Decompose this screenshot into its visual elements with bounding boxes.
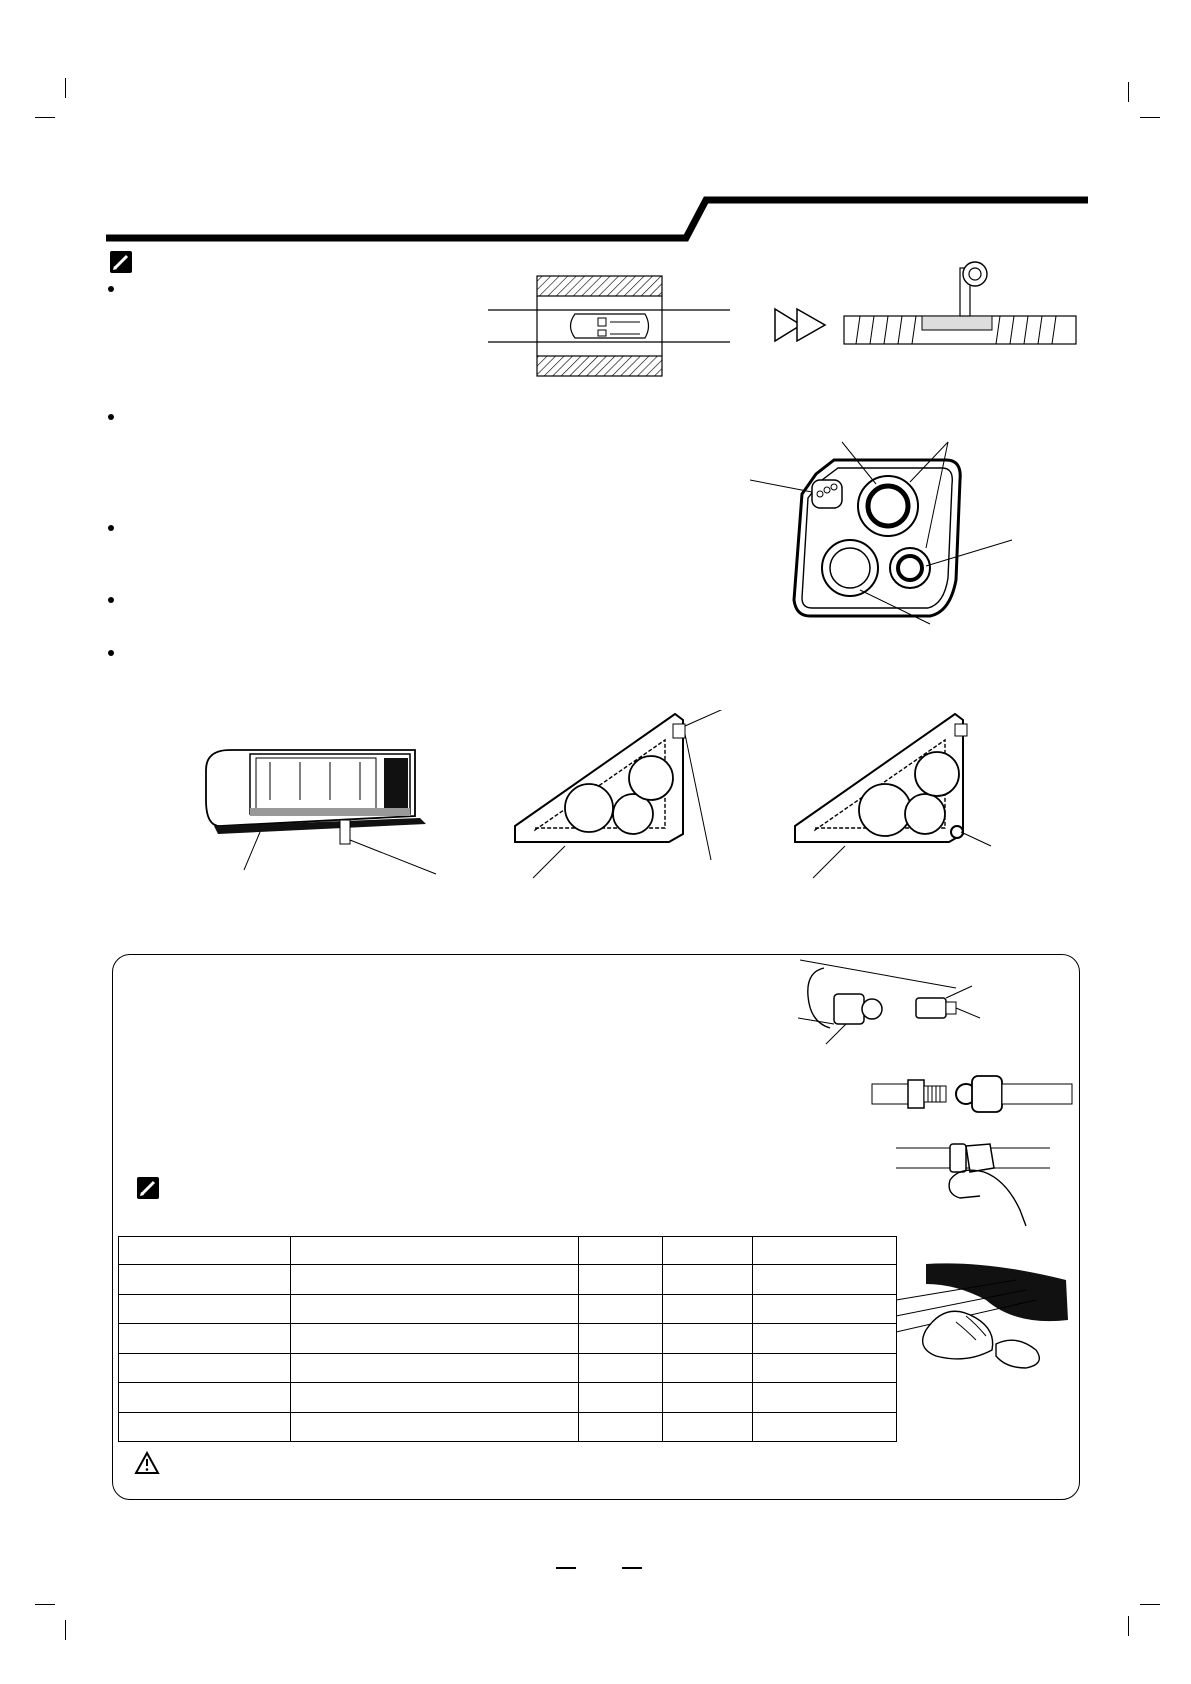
torque-table xyxy=(118,1236,897,1442)
bullet-4 xyxy=(108,597,114,603)
table-cell xyxy=(291,1265,579,1294)
table-cell xyxy=(579,1265,663,1294)
note-pencil-icon xyxy=(110,251,132,273)
note-pencil-icon xyxy=(137,1177,159,1199)
pipe-sleeve-illustration xyxy=(480,270,740,382)
table-cell xyxy=(753,1324,897,1353)
table-cell xyxy=(753,1294,897,1323)
bullet-5 xyxy=(108,650,114,656)
table-cell xyxy=(753,1383,897,1412)
table-cell xyxy=(579,1294,663,1323)
table-header-cell xyxy=(753,1237,897,1265)
table-cell xyxy=(663,1383,753,1412)
table-cell xyxy=(291,1294,579,1323)
union-fitting-illustration xyxy=(870,1070,1075,1120)
taped-pipe-illustration xyxy=(840,258,1080,348)
crop-mark-bottom-left-h xyxy=(35,1604,55,1605)
table-cell xyxy=(579,1383,663,1412)
warning-triangle-icon xyxy=(134,1451,160,1475)
hand-tightening-illustration xyxy=(890,1140,1060,1230)
table-row xyxy=(119,1294,897,1323)
bullet-1 xyxy=(108,286,114,292)
page-number-bar-right xyxy=(622,1567,642,1569)
table-cell xyxy=(291,1412,579,1441)
table-row xyxy=(119,1412,897,1441)
table-cell xyxy=(579,1412,663,1441)
table-cell xyxy=(119,1324,291,1353)
pipe-bundle-cross-section xyxy=(750,440,1020,630)
table-cell xyxy=(753,1412,897,1441)
table-cell xyxy=(663,1265,753,1294)
table-row xyxy=(119,1383,897,1412)
table-cell xyxy=(119,1353,291,1382)
crop-mark-bottom-right-v xyxy=(1128,1616,1129,1636)
wrench-hands-illustration xyxy=(896,1260,1076,1370)
table-cell xyxy=(119,1412,291,1441)
table-cell xyxy=(663,1324,753,1353)
table-row xyxy=(119,1324,897,1353)
table-cell xyxy=(291,1353,579,1382)
bullet-2 xyxy=(108,414,114,420)
wrap-section-b xyxy=(785,710,1015,880)
flare-nut-illustration xyxy=(796,958,996,1048)
table-cell xyxy=(579,1324,663,1353)
table-row xyxy=(119,1265,897,1294)
page-number-bar-left xyxy=(556,1567,576,1569)
table-header-cell xyxy=(579,1237,663,1265)
crop-mark-bottom-left-v xyxy=(65,1620,66,1640)
table-header-cell xyxy=(119,1237,291,1265)
wrap-section-a xyxy=(505,710,735,880)
bullet-3 xyxy=(108,525,114,531)
crop-mark-bottom-right-h xyxy=(1140,1604,1160,1605)
table-header-cell xyxy=(663,1237,753,1265)
table-header-row xyxy=(119,1237,897,1265)
table-cell xyxy=(119,1265,291,1294)
table-cell xyxy=(753,1353,897,1382)
table-header-cell xyxy=(291,1237,579,1265)
table-cell xyxy=(663,1412,753,1441)
table-row xyxy=(119,1353,897,1382)
header-rule xyxy=(0,0,1191,260)
table-cell xyxy=(663,1294,753,1323)
table-cell xyxy=(119,1294,291,1323)
table-cell xyxy=(291,1324,579,1353)
table-cell xyxy=(119,1383,291,1412)
table-cell xyxy=(663,1353,753,1382)
table-cell xyxy=(291,1383,579,1412)
table-cell xyxy=(753,1265,897,1294)
double-arrow-icon xyxy=(773,305,829,345)
indoor-unit-illustration xyxy=(200,740,450,880)
table-cell xyxy=(579,1353,663,1382)
